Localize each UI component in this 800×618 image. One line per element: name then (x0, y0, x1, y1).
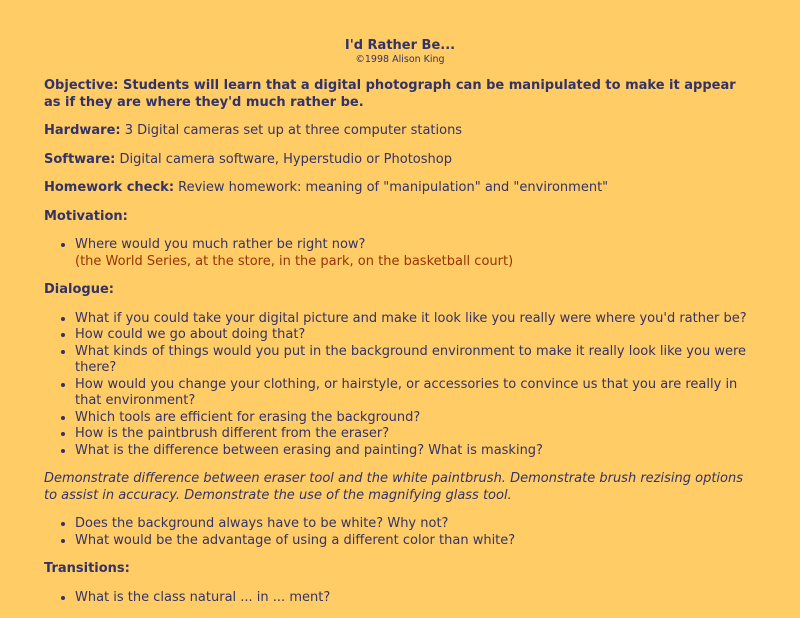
list-item: • What is the difference between erasing and painting? What is masking? (75, 443, 756, 460)
list-item: • How is the paintbrush different from the eraser? (75, 426, 756, 443)
motivation-question: Where would you much rather be right now? (75, 237, 366, 252)
transitions-list (44, 590, 756, 607)
homework-section (44, 180, 756, 197)
hardware-text: 3 Digital cameras set up at three computer stations (120, 123, 463, 138)
hardware-label: Hardware: (44, 123, 121, 138)
list-item: • What is the class natural ... in ... ment? (75, 590, 756, 607)
background-questions-list (44, 516, 756, 549)
list-item: • What if you could take your digital picture and make it look like you really were where you'd rather be? (75, 311, 756, 328)
motivation-heading: Motivation: (44, 208, 128, 224)
list-item (75, 237, 756, 270)
software-text: Digital camera software, Hyperstudio or Photoshop (115, 151, 452, 167)
dialogue-heading: Dialogue: (44, 282, 114, 297)
copyright-notice: ©1998 Alison King (355, 54, 445, 65)
motivation-examples: (the World Series, at the store, in the park, on the basketball court) (75, 253, 514, 269)
dialogue-list (44, 311, 756, 460)
list-item: • What kinds of things would you put in the background environment to make it really look like you were there? (75, 344, 756, 377)
page-title: I'd Rather Be... (344, 38, 456, 53)
hardware-section (44, 123, 756, 140)
list-item: • How could we go about doing that? (75, 327, 756, 344)
objective-text: Objective: Students will learn that a digital photograph can be manipulated to make it appear as if they are where they'd much rather be. (44, 78, 736, 110)
list-item: • How would you change your clothing, or hairstyle, or accessories to convince us that you are really in that environment? (75, 377, 756, 410)
list-item: • Does the background always have to be white? Why not? (75, 516, 756, 533)
transitions-heading: Transitions: (44, 561, 130, 576)
software-section (44, 152, 756, 169)
software-label: Software: (44, 151, 116, 167)
lesson-page (44, 38, 756, 618)
demonstration-note: Demonstrate difference between eraser tool and the white paintbrush. Demonstrate brush rezising options to assist in accuracy. Demonstrate the use of the magnifying glass tool. (44, 471, 743, 503)
motivation-list (44, 237, 756, 270)
list-item: • What would be the advantage of using a different color than white? (75, 533, 756, 550)
homework-label: Homework check: (44, 180, 175, 195)
list-item: • Which tools are efficient for erasing the background? (75, 410, 756, 427)
homework-text: Review homework: meaning of "manipulation" and "environment" (174, 180, 609, 195)
